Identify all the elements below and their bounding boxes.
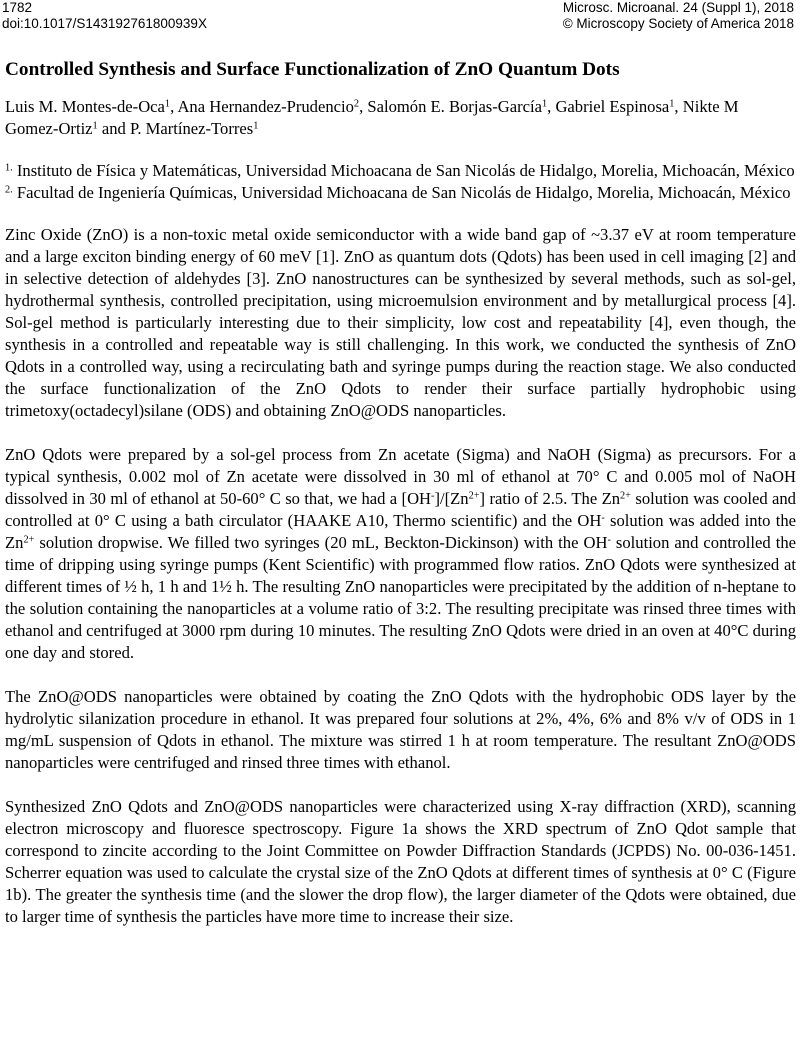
author-name: P. Martínez-Torres (129, 119, 254, 138)
paragraph-characterization: Synthesized ZnO Qdots and ZnO@ODS nanoparticles were characterized using X-ray diffraction (XRD), scanning electron microscopy and fluoresce spectroscopy. Figure 1a shows the XRD spectrum of ZnO Qdot sample that correspond to zincite according to the Joint Committee on Powder Diffraction Standards (JCPDS) No. 00-036-1451. Scherrer equation was used to calculate the crystal size of the ZnO Qdots at different times of synthesis at 0° C (Figure 1b). The greater the synthesis time (and the slower the drop flow), the larger diameter of the Qdots were obtained, due to larger time of synthesis the particles have more time to increase their size. (5, 797, 796, 926)
paragraph-synthesis: ZnO Qdots were prepared by a sol-gel process from Zn acetate (Sigma) and NaOH (Sigma) as precursors. For a typical synthesis, 0.002 mol of Zn acetate were dissolved in 30 ml of ethanol at 70° C and 0.005 mol of NaOH dissolved in 30 ml of ethanol at 50-60° C so that, we had a $[OH^-]/[Zn^{2+}]$ ratio of 2.5. The $Zn^{2+}$ solution was cooled and controlled at 0° C using a bath circulator (HAAKE A10, Thermo scientific) and the OH- solution was added into the $Zn^{2+}$ solution dropwise. We filled two syringes (20 mL, Beckton-Dickinson) with the OH- solution and controlled the time of dripping using syringe pumps (Kent Scientific) with programmed flow ratios. ZnO Qdots were synthesized at different times of ½ h, 1 h and 1½ h. The resulting ZnO nanoparticles were precipitated by the addition of n-heptane to the solution containing the nanoparticles at a volume ratio of 3:2. The resulting precipitate was rinsed three times with ethanol and centrifuged at 3000 rpm during 10 minutes. The resulting ZnO Qdots were dried in an oven at 40°C during one day and stored. (5, 445, 797, 662)
affiliation-marker: 1 (92, 120, 98, 132)
paragraph-functionalization: The ZnO@ODS nanoparticles were obtained by coating the ZnO Qdots with the hydrophobic ODS layer by the hydrolytic silanization procedure in ethanol. It was prepared four solutions at 2%, 4%, 6% and 8% v/v of ODS in 1 mg/mL suspension of Qdots in ethanol. The mixture was stirred 1 h at room temperature. The resultant ZnO@ODS nanoparticles were centrifuged and rinsed three times with ethanol. (5, 687, 796, 772)
author-name: Ana Hernandez-Prudencio (177, 97, 354, 116)
journal-citation: Microsc. Microanal. 24 (Suppl 1), 2018 (562, 0, 794, 15)
paper-title: Controlled Synthesis and Surface Functionalization of ZnO Quantum Dots (5, 59, 620, 80)
affiliation-marker: 1 (164, 98, 171, 110)
author-name: Gabriel Espinosa (555, 97, 670, 116)
doi: doi:10.1017/S143192761800939X (2, 16, 207, 31)
copyright-notice: © Microscopy Society of America 2018 (562, 16, 794, 31)
affiliation-marker: 2 (353, 98, 360, 110)
affiliation: $^{2.}$ Facultad de Ingeniería Químicas, Universidad Michoacana de San Nicolás de Hidalgo, Morelia, Michoacán, México (5, 183, 791, 202)
affiliation-marker: 2. (5, 184, 13, 196)
author-name: Salomón E. Borjas-García (367, 97, 543, 116)
paragraph-introduction: Zinc Oxide (ZnO) is a non-toxic metal oxide semiconductor with a wide band gap of ~3.37 eV at room temperature and a large exciton binding energy of 60 meV [1]. ZnO as quantum dots (Qdots) has been used in cell imaging [2] and in selective detection of aldehydes [3]. ZnO nanostructures can be synthesized by several methods, such as sol-gel, hydrothermal synthesis, controlled precipitation, using microemulsion environment and by metallurgical process [4]. Sol-gel method is particularly interesting due to their simplicity, low cost and repeatability [4], even though, the synthesis in a controlled and repeatable way is still challenging. In this work, we conducted the synthesis of ZnO Qdots in a controlled way, using a recirculating bath and syringe pumps during the reaction stage. We also conducted the surface functionalization of the ZnO Qdots to render their surface partially hydrophobic using trimetoxy(octadecyl)silane (ODS) and obtaining ZnO@ODS nanoparticles. (5, 225, 796, 420)
author-name: Nikte M Gomez-Ortiz (5, 97, 739, 138)
page-header-left (2, 0, 207, 32)
affiliation-marker: 1 (669, 98, 675, 110)
author-list: Luis M. Montes-de-Oca$^1$, Ana Hernandez-Prudencio$^2$, Salomón E. Borjas-García$^1$, Gabriel Espinosa$^1$, Nikte M Gomez-Ortiz$^1$ and P. Martínez-Torres$^1$ (5, 97, 739, 138)
page-number: 1782 (2, 0, 33, 15)
affiliation-marker: 1. (5, 162, 13, 174)
author-name: Luis M. Montes-de-Oca (5, 97, 165, 116)
affiliation-marker: 1 (253, 120, 259, 132)
affiliation-list (5, 160, 796, 204)
article (5, 58, 796, 928)
affiliation: $^{1.}$ Instituto de Física y Matemáticas, Universidad Michoacana de San Nicolás de Hidalgo, Morelia, Michoacán, México (5, 161, 795, 180)
affiliation-marker: 1 (542, 98, 548, 110)
page-header-right (563, 0, 794, 32)
